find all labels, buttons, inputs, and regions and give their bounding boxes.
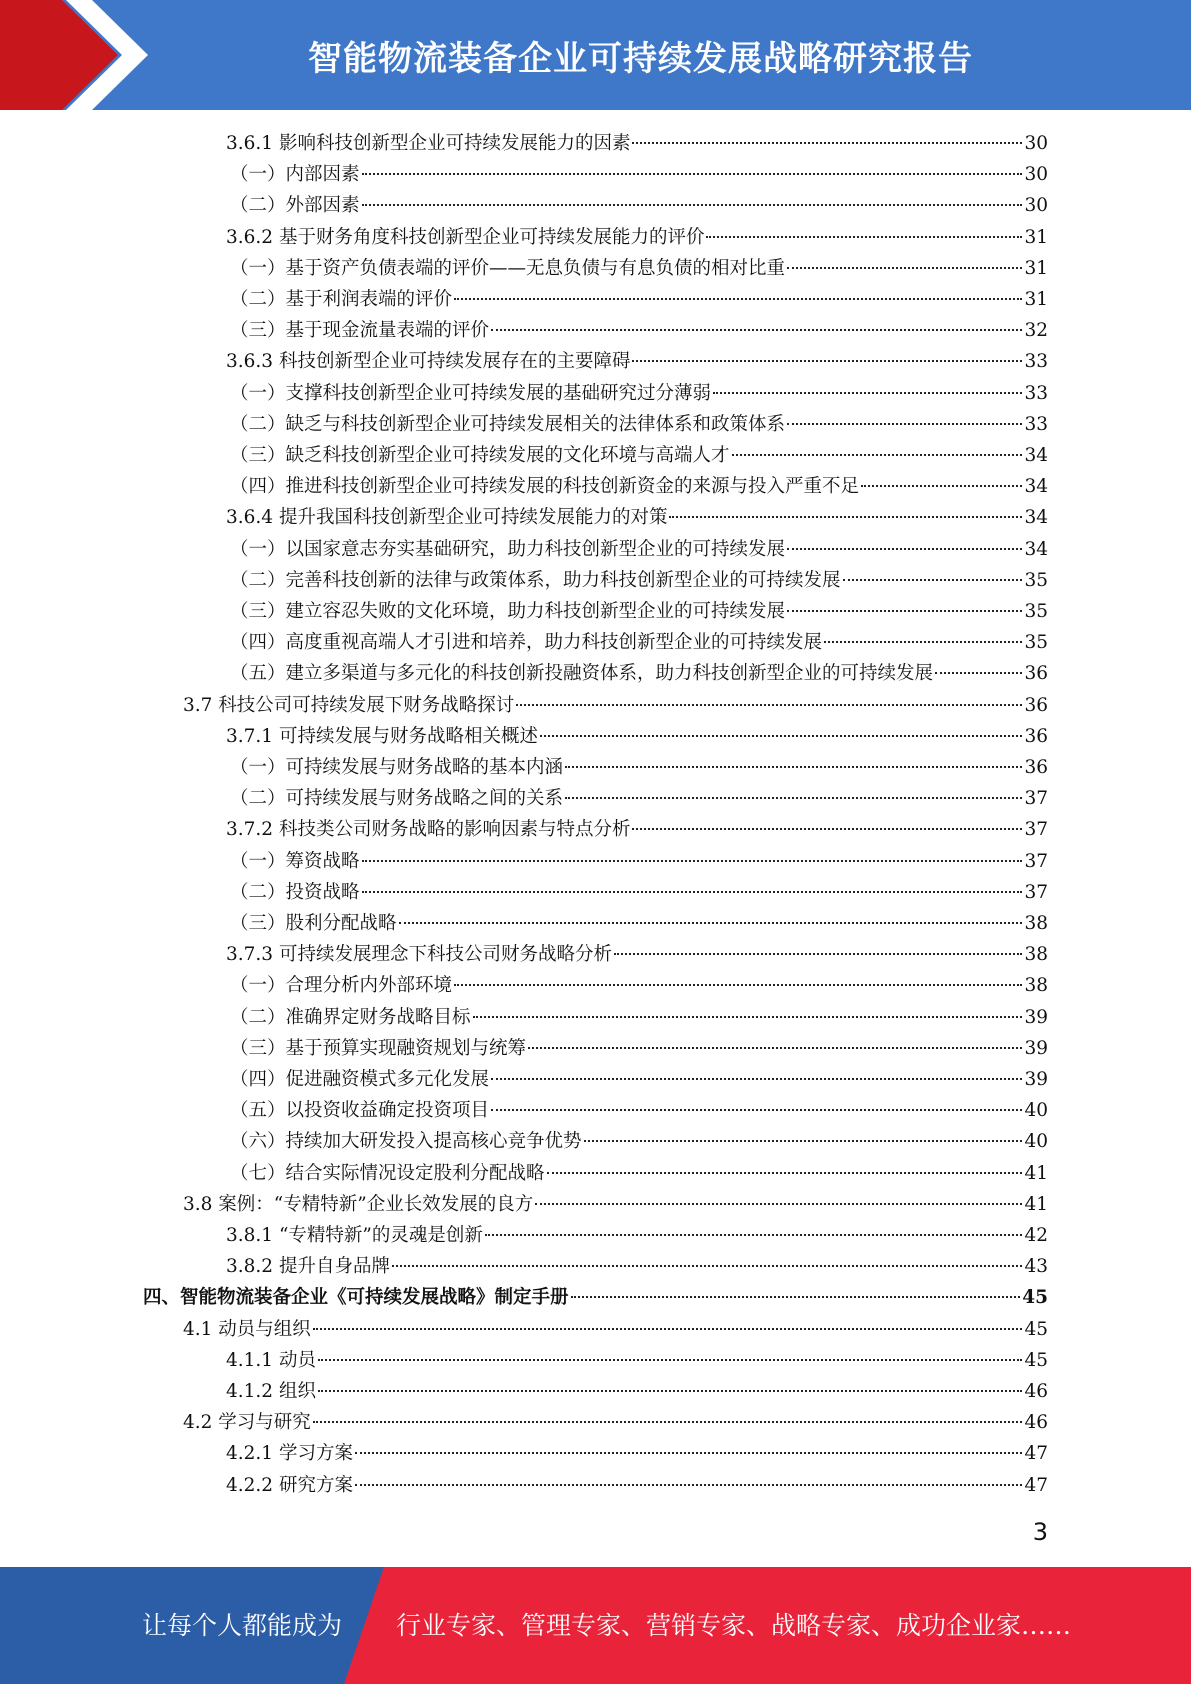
toc-entry-page: 33	[1024, 351, 1048, 373]
toc-entry-page: 37	[1024, 850, 1048, 872]
toc-dot-leader	[571, 1296, 1021, 1298]
toc-dot-leader	[313, 1421, 1023, 1423]
page-header	[0, 0, 1191, 110]
toc-dot-leader	[362, 173, 1023, 175]
toc-dot-leader	[706, 236, 1022, 238]
toc-entry-title: （五）以投资收益确定投资项目	[230, 1100, 490, 1122]
toc-dot-leader	[355, 1452, 1023, 1454]
toc-entry-title: （一）支撑科技创新型企业可持续发展的基础研究过分薄弱	[230, 382, 712, 404]
toc-entry[interactable]	[230, 409, 1048, 440]
toc-entry-title: （二）投资战略	[230, 881, 360, 903]
toc-entry-title: 3.7.3 可持续发展理念下科技公司财务战略分析	[226, 944, 612, 966]
toc-entry-title: （一）以国家意志夯实基础研究，助力科技创新型企业的可持续发展	[230, 538, 786, 560]
toc-dot-leader	[491, 329, 1022, 331]
toc-dot-leader	[787, 423, 1022, 425]
toc-dot-leader	[787, 267, 1022, 269]
toc-dot-leader	[565, 766, 1022, 768]
toc-entry[interactable]	[183, 1189, 1048, 1220]
toc-entry[interactable]	[230, 1095, 1048, 1126]
toc-entry-page: 37	[1024, 788, 1048, 810]
toc-entry-page: 30	[1024, 133, 1048, 154]
footer-slogan-left: 让每个人都能成为	[142, 1611, 343, 1640]
toc-entry[interactable]	[230, 846, 1048, 877]
toc-entry-page: 46	[1024, 1412, 1048, 1434]
toc-dot-leader	[491, 1109, 1022, 1111]
toc-entry-title: （七）结合实际情况设定股利分配战略	[230, 1162, 545, 1184]
toc-entry-title: （四）高度重视高端人才引进和培养，助力科技创新型企业的可持续发展	[230, 632, 823, 654]
toc-entry[interactable]	[230, 284, 1048, 315]
toc-entry[interactable]	[226, 222, 1048, 253]
toc-entry-page: 35	[1024, 601, 1048, 622]
toc-entry-page: 38	[1024, 913, 1048, 934]
toc-entry-title: （五）建立多渠道与多元化的科技创新投融资体系，助力科技创新型企业的可持续发展	[230, 663, 934, 685]
toc-entry[interactable]	[230, 783, 1048, 814]
toc-dot-leader	[632, 828, 1022, 830]
toc-entry-page: 42	[1024, 1225, 1048, 1246]
toc-entry-page: 31	[1024, 257, 1048, 279]
toc-entry[interactable]	[143, 1282, 1048, 1313]
toc-entry-title: 4.1.2 组织	[226, 1381, 316, 1402]
toc-entry-title: （四）促进融资模式多元化发展	[230, 1069, 490, 1090]
toc-entry-title: （一）可持续发展与财务战略的基本内涵	[230, 757, 564, 778]
toc-entry[interactable]	[230, 1002, 1048, 1033]
toc-entry-title: （二）缺乏与科技创新型企业可持续发展相关的法律体系和政策体系	[230, 413, 786, 435]
toc-dot-leader	[732, 454, 1023, 456]
toc-entry-page: 34	[1024, 538, 1048, 560]
toc-entry-page: 45	[1024, 1318, 1048, 1340]
toc-entry[interactable]	[226, 721, 1048, 752]
toc-entry-title: （一）筹资战略	[230, 850, 360, 872]
toc-entry-page: 36	[1024, 694, 1048, 716]
toc-entry-title: 3.8 案例：“专精特新”企业长效发展的良方	[183, 1193, 534, 1215]
toc-entry-page: 39	[1024, 1006, 1048, 1028]
toc-dot-leader	[935, 672, 1022, 674]
toc-entry-page: 34	[1024, 476, 1048, 498]
toc-entry[interactable]	[226, 1220, 1048, 1251]
toc-dot-leader	[787, 548, 1022, 550]
toc-dot-leader	[824, 641, 1022, 643]
toc-entry[interactable]	[230, 471, 1048, 502]
toc-entry-title: 3.7.1 可持续发展与财务战略相关概述	[226, 725, 538, 747]
toc-entry-title: 3.8.1 “专精特新”的灵魂是创新	[226, 1225, 483, 1246]
toc-entry[interactable]	[230, 658, 1048, 689]
toc-dot-leader	[491, 1078, 1022, 1080]
toc-entry-title: 4.1 动员与组织	[183, 1318, 311, 1340]
toc-dot-leader	[632, 360, 1022, 362]
toc-dot-leader	[614, 953, 1022, 955]
toc-dot-leader	[454, 984, 1022, 986]
toc-entry-page: 35	[1024, 569, 1048, 591]
toc-entry-page: 37	[1024, 819, 1048, 841]
toc-entry-page: 31	[1024, 289, 1048, 310]
toc-entry-title: 3.6.2 基于财务角度科技创新型企业可持续发展能力的评价	[226, 226, 705, 248]
toc-dot-leader	[713, 392, 1022, 394]
toc-entry[interactable]	[230, 378, 1048, 409]
toc-dot-leader	[485, 1234, 1023, 1236]
toc-dot-leader	[362, 891, 1023, 893]
footer-slogan-right: 行业专家、管理专家、营销专家、战略专家、成功企业家……	[396, 1611, 1072, 1640]
toc-entry[interactable]	[226, 346, 1048, 377]
page-number: 3	[1032, 1518, 1048, 1546]
toc-entry-title: （二）完善科技创新的法律与政策体系，助力科技创新型企业的可持续发展	[230, 569, 841, 591]
toc-entry-page: 34	[1024, 507, 1048, 529]
toc-entry-page: 36	[1024, 725, 1048, 747]
toc-entry-page: 47	[1024, 1443, 1048, 1465]
toc-dot-leader	[565, 797, 1022, 799]
toc-dot-leader	[584, 1140, 1023, 1142]
toc-entry[interactable]	[226, 1376, 1048, 1407]
toc-entry[interactable]	[230, 627, 1048, 658]
toc-entry-page: 36	[1024, 757, 1048, 778]
toc-dot-leader	[473, 1016, 1023, 1018]
report-title: 智能物流装备企业可持续发展战略研究报告	[308, 38, 973, 79]
toc-entry[interactable]	[226, 939, 1048, 970]
toc-dot-leader	[669, 516, 1022, 518]
toc-entry-page: 40	[1024, 1131, 1048, 1153]
toc-entry-page: 39	[1024, 1037, 1048, 1059]
toc-entry-title: （三）基于预算实现融资规划与统筹	[230, 1037, 527, 1059]
toc-entry[interactable]	[226, 502, 1048, 533]
toc-dot-leader	[632, 142, 1022, 144]
toc-entry[interactable]	[230, 1158, 1048, 1189]
toc-entry[interactable]	[230, 596, 1048, 627]
toc-entry-title: 4.1.1 动员	[226, 1349, 316, 1371]
toc-entry-page: 40	[1024, 1100, 1048, 1122]
toc-entry[interactable]	[230, 908, 1048, 939]
toc-dot-leader	[313, 1328, 1023, 1330]
toc-entry[interactable]	[183, 1407, 1048, 1438]
toc-entry[interactable]	[230, 253, 1048, 284]
toc-dot-leader	[362, 204, 1023, 206]
toc-dot-leader	[787, 610, 1022, 612]
toc-entry[interactable]	[230, 1033, 1048, 1064]
toc-entry-title: （六）持续加大研发投入提高核心竞争优势	[230, 1131, 582, 1153]
toc-entry-page: 38	[1024, 975, 1048, 997]
toc-entry-page: 37	[1024, 881, 1048, 903]
toc-entry-page: 41	[1024, 1162, 1048, 1184]
toc-entry[interactable]	[230, 970, 1048, 1001]
toc-dot-leader	[355, 1484, 1023, 1486]
toc-entry-title: 4.2.1 学习方案	[226, 1443, 353, 1465]
toc-entry[interactable]	[230, 159, 1048, 190]
toc-entry-page: 33	[1024, 413, 1048, 435]
toc-entry-title: （二）准确界定财务战略目标	[230, 1006, 471, 1028]
toc-entry-title: （四）推进科技创新型企业可持续发展的科技创新资金的来源与投入严重不足	[230, 476, 860, 498]
toc-entry-title: 四、智能物流装备企业《可持续发展战略》制定手册	[143, 1287, 569, 1309]
toc-entry-page: 38	[1024, 944, 1048, 966]
header-chevron-decoration	[0, 0, 160, 110]
toc-entry-page: 41	[1024, 1193, 1048, 1215]
toc-entry-page: 30	[1024, 195, 1048, 217]
toc-entry-title: （二）可持续发展与财务战略之间的关系	[230, 788, 564, 810]
toc-entry[interactable]	[226, 128, 1048, 159]
toc-dot-leader	[843, 579, 1023, 581]
toc-entry-title: （一）基于资产负债表端的评价——无息负债与有息负债的相对比重	[230, 257, 786, 279]
toc-dot-leader	[318, 1390, 1023, 1392]
toc-entry[interactable]	[226, 1470, 1048, 1501]
toc-entry-page: 30	[1024, 164, 1048, 186]
toc-entry-title: 3.7.2 科技类公司财务战略的影响因素与特点分析	[226, 819, 631, 841]
toc-entry[interactable]	[230, 190, 1048, 221]
toc-entry-title: 4.2.2 研究方案	[226, 1474, 353, 1496]
toc-entry-page: 33	[1024, 382, 1048, 404]
toc-entry-title: （三）股利分配战略	[230, 913, 397, 934]
toc-entry[interactable]	[230, 752, 1048, 783]
toc-entry[interactable]	[230, 877, 1048, 908]
toc-entry-title: （三）缺乏科技创新型企业可持续发展的文化环境与高端人才	[230, 445, 730, 466]
toc-entry-title: （二）外部因素	[230, 195, 360, 217]
toc-dot-leader	[516, 704, 1022, 706]
toc-entry[interactable]	[230, 534, 1048, 565]
toc-entry-title: （三）基于现金流量表端的评价	[230, 320, 490, 342]
toc-entry[interactable]	[230, 1126, 1048, 1157]
toc-entry-title: 3.6.1 影响科技创新型企业可持续发展能力的因素	[226, 133, 631, 154]
toc-dot-leader	[392, 1265, 1022, 1267]
toc-entry-page: 34	[1024, 445, 1048, 466]
toc-entry-page: 32	[1024, 320, 1048, 342]
toc-entry-title: （一）内部因素	[230, 164, 360, 186]
toc-entry[interactable]	[226, 814, 1048, 845]
toc-entry[interactable]	[230, 440, 1048, 471]
toc-entry-page: 31	[1024, 226, 1048, 248]
toc-entry[interactable]	[230, 565, 1048, 596]
toc-entry[interactable]	[226, 1251, 1048, 1282]
toc-entry[interactable]	[226, 1438, 1048, 1469]
toc-dot-leader	[454, 298, 1022, 300]
toc-entry-page: 43	[1024, 1256, 1048, 1278]
toc-entry[interactable]	[230, 315, 1048, 346]
toc-entry-title: 3.6.4 提升我国科技创新型企业可持续发展能力的对策	[226, 507, 668, 529]
toc-entry-page: 35	[1024, 632, 1048, 654]
toc-entry-title: 4.2 学习与研究	[183, 1412, 311, 1434]
toc-dot-leader	[547, 1172, 1023, 1174]
toc-entry-title: （一）合理分析内外部环境	[230, 975, 453, 997]
toc-dot-leader	[528, 1047, 1022, 1049]
page-footer	[0, 1567, 1191, 1684]
toc-entry[interactable]	[183, 690, 1048, 721]
toc-entry-title: 3.8.2 提升自身品牌	[226, 1256, 390, 1278]
toc-dot-leader	[362, 860, 1023, 862]
toc-entry-title: 3.7 科技公司可持续发展下财务战略探讨	[183, 694, 515, 716]
toc-entry-page: 36	[1024, 663, 1048, 685]
toc-entry-page: 46	[1024, 1381, 1048, 1402]
toc-dot-leader	[318, 1359, 1023, 1361]
toc-entry-page: 47	[1024, 1474, 1048, 1496]
toc-entry-title: 3.6.3 科技创新型企业可持续发展存在的主要障碍	[226, 351, 631, 373]
toc-entry-title: （三）建立容忍失败的文化环境，助力科技创新型企业的可持续发展	[230, 601, 786, 622]
toc-entry[interactable]	[230, 1064, 1048, 1095]
toc-dot-leader	[861, 485, 1022, 487]
toc-entry-title: （二）基于利润表端的评价	[230, 289, 453, 310]
toc-entry-page: 45	[1024, 1349, 1048, 1371]
toc-entry-page: 39	[1024, 1069, 1048, 1090]
toc-dot-leader	[535, 1203, 1022, 1205]
toc-entry[interactable]	[183, 1314, 1048, 1345]
toc-entry[interactable]	[226, 1345, 1048, 1376]
toc-dot-leader	[399, 922, 1023, 924]
toc-entry-page: 45	[1022, 1287, 1048, 1309]
toc-dot-leader	[540, 735, 1022, 737]
